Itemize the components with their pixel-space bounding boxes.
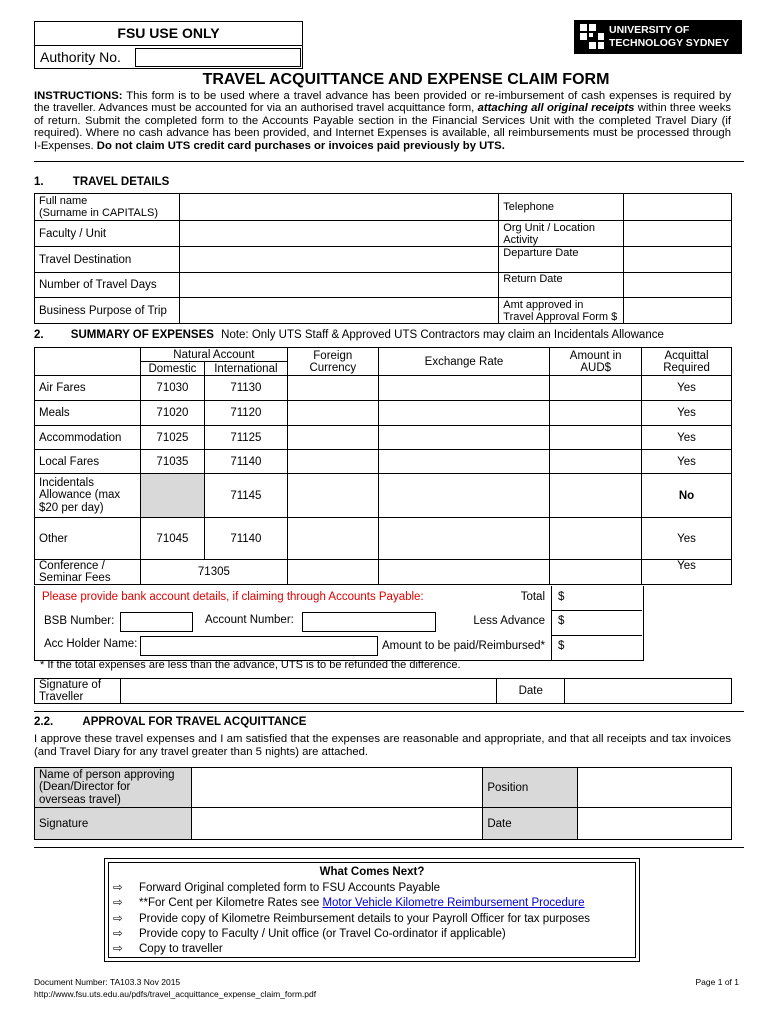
foreign-currency-input[interactable] — [287, 560, 378, 585]
purpose-input[interactable] — [179, 298, 498, 324]
amount-input[interactable] — [550, 450, 642, 474]
table-row — [35, 518, 732, 560]
account-label: Account Number: — [205, 614, 294, 626]
faculty-label: Faculty / Unit — [35, 221, 180, 247]
table-row — [35, 401, 732, 426]
return-date-label: Return Date — [499, 273, 624, 298]
instructions-bold-end: Do not claim UTS credit card purchases or invoices paid previously by UTS. — [96, 139, 505, 152]
international-code: 71130 — [204, 376, 287, 401]
next-title: What Comes Next? — [319, 866, 425, 878]
authority-label: Authority No. — [40, 49, 121, 65]
amount-input[interactable] — [550, 426, 642, 450]
section22-heading — [34, 716, 306, 728]
fsu-use-title: FSU USE ONLY — [35, 22, 302, 46]
instructions-emphasis: attaching all original receipts — [477, 102, 635, 115]
international-code: 71145 — [204, 474, 287, 518]
section2-heading — [34, 329, 664, 341]
expense-name: Meals — [35, 401, 141, 426]
natural-account-header: Natural Account — [140, 348, 287, 362]
section22-number: 2.2. — [34, 716, 54, 728]
acquittal-value: Yes — [642, 401, 732, 426]
approver-date-input[interactable] — [578, 808, 732, 840]
traveller-signature-label: Signature of Traveller — [35, 679, 121, 704]
section2-note: Note: Only UTS Staff & Approved UTS Contractors may claim an Incidentals Allowance — [221, 329, 664, 341]
full-name-label: Full name (Surname in CAPITALS) — [35, 194, 180, 221]
instructions-part2: within three weeks of return. Submit the completed form to the Accounts Payable section in the Financial Services Unit with the completed Travel Diary (if required). Where no cash advance has been provided, and Internet Expenses is available, all reimbursements must be processed through I-Expenses. — [34, 102, 731, 152]
foreign-currency-header: Foreign Currency — [287, 348, 378, 376]
refund-footnote: * If the total expenses are less than the advance, UTS is to be refunded the difference. — [40, 659, 461, 671]
expense-name: Local Fares — [35, 450, 141, 474]
total-dollar: $ — [558, 591, 565, 603]
fsu-use-box — [34, 21, 303, 69]
org-unit-input[interactable] — [624, 221, 732, 247]
expense-name: Accommodation — [35, 426, 141, 450]
approver-signature-input[interactable] — [191, 808, 482, 840]
logo-line1: UNIVERSITY OF — [609, 24, 690, 36]
arrow-icon: ⇨ — [113, 943, 123, 956]
authority-input[interactable] — [135, 48, 301, 67]
page-number: Page 1 of 1 — [695, 977, 739, 987]
amount-input[interactable] — [550, 560, 642, 585]
acquittal-value: Yes — [642, 518, 732, 560]
expense-name: Other — [35, 518, 141, 560]
international-code: 71125 — [204, 426, 287, 450]
paid-label: Amount to be paid/Reimbursed* — [381, 640, 545, 652]
section1-title: TRAVEL DETAILS — [72, 176, 170, 188]
traveller-signature-input[interactable] — [120, 679, 496, 704]
bank-note: Please provide bank account details, if claiming through Accounts Payable: — [42, 591, 424, 603]
account-input[interactable] — [302, 612, 436, 632]
expense-name: Air Fares — [35, 376, 141, 401]
bsb-input[interactable] — [120, 612, 193, 632]
org-unit-label: Org Unit / Location Activity — [499, 221, 624, 247]
foreign-currency-input[interactable] — [287, 376, 378, 401]
approver-date-label: Date — [483, 808, 578, 840]
uts-logo — [574, 20, 742, 54]
domestic-code: 71020 — [140, 401, 204, 426]
instructions-part1: This form is to be used where a travel advance has been provided or re-imbursement of cash expenses is required by the traveller. Advances must be accounted for via an authorised travel acquittance form, — [34, 90, 731, 115]
acquittal-value: Yes — [642, 426, 732, 450]
bsb-label: BSB Number: — [44, 615, 115, 627]
amt-approved-label: Amt approved in Travel Approval Form $ — [499, 298, 624, 324]
paid-dollar: $ — [558, 640, 565, 652]
acquittal-value: No — [642, 474, 732, 518]
telephone-label: Telephone — [499, 194, 624, 221]
uts-crest-icon — [579, 23, 605, 51]
foreign-currency-input[interactable] — [287, 474, 378, 518]
domestic-code: 71025 — [140, 426, 204, 450]
exchange-rate-input[interactable] — [378, 376, 550, 401]
destination-label: Travel Destination — [35, 247, 180, 273]
exchange-rate-input[interactable] — [378, 518, 550, 560]
instructions-label: INSTRUCTIONS: — [34, 90, 123, 102]
amount-input[interactable] — [550, 376, 642, 401]
table-row — [35, 450, 732, 474]
approver-signature-label: Signature — [35, 808, 192, 840]
acquittal-header: Acquittal Required — [642, 348, 732, 376]
international-code: 71140 — [204, 450, 287, 474]
amt-approved-input[interactable] — [624, 298, 732, 324]
combined-code: 71305 — [140, 560, 287, 585]
acquittal-value: Yes — [642, 450, 732, 474]
traveller-date-input[interactable] — [565, 679, 732, 704]
destination-input[interactable] — [179, 247, 498, 273]
exchange-rate-input[interactable] — [378, 450, 550, 474]
doc-number: Document Number: TA103.3 Nov 2015 — [34, 977, 181, 987]
list-item: ⇨ Copy to traveller — [113, 942, 590, 957]
approval-table — [34, 767, 732, 840]
foreign-currency-input[interactable] — [287, 450, 378, 474]
traveller-date-label: Date — [497, 679, 565, 704]
expense-name: Conference / Seminar Fees — [35, 560, 141, 585]
logo-line2: TECHNOLOGY SYDNEY — [609, 37, 729, 49]
table-row — [35, 426, 732, 450]
expense-name: Incidentals Allowance (max $20 per day) — [35, 474, 141, 518]
table-row — [35, 560, 732, 585]
full-name-input[interactable] — [179, 194, 498, 221]
approval-text: I approve these travel expenses and I am satisfied that the expenses are reasonable and appropriate, and that all receipts and tax invoices (and Travel Diary for any travel greater than 5 nights) are attached. — [34, 733, 731, 758]
section22-title: APPROVAL FOR TRAVEL ACQUITTANCE — [82, 716, 307, 728]
purpose-label: Business Purpose of Trip — [35, 298, 180, 324]
travel-days-input[interactable] — [179, 273, 498, 298]
approver-input[interactable] — [191, 768, 482, 808]
doc-url: http://www.fsu.uts.edu.au/pdfs/travel_acquittance_expense_claim_form.pdf — [34, 989, 317, 999]
section2-number: 2. — [34, 329, 44, 341]
amount-input[interactable] — [550, 518, 642, 560]
domestic-code: 71030 — [140, 376, 204, 401]
total-label: Total — [520, 591, 545, 603]
acquittal-value: Yes — [642, 560, 732, 585]
arrow-icon: ⇨ — [113, 927, 123, 940]
acquittal-value: Yes — [642, 376, 732, 401]
section1-heading — [34, 176, 169, 188]
less-advance-dollar: $ — [558, 615, 565, 627]
domestic-header: Domestic — [140, 362, 204, 376]
approver-label: Name of person approving (Dean/Director for overseas travel) — [35, 768, 192, 808]
less-advance-label: Less Advance — [473, 615, 545, 627]
section1-number: 1. — [34, 176, 44, 188]
arrow-icon: ⇨ — [113, 882, 123, 894]
exchange-rate-input[interactable] — [378, 426, 550, 450]
domestic-code: 71045 — [140, 518, 204, 560]
what-comes-next-box — [104, 858, 640, 962]
travel-days-label: Number of Travel Days — [35, 273, 180, 298]
list-item: ⇨ Provide copy to Faculty / Unit office (or Travel Co-ordinator if applicable) — [113, 927, 590, 942]
expenses-table — [34, 347, 732, 585]
exchange-rate-input[interactable] — [378, 401, 550, 426]
table-row — [35, 376, 732, 401]
international-code: 71120 — [204, 401, 287, 426]
position-label: Position — [483, 768, 578, 808]
departure-date-label: Departure Date — [499, 247, 624, 273]
arrow-icon: ⇨ — [113, 912, 123, 925]
faculty-input[interactable] — [179, 221, 498, 247]
foreign-currency-input[interactable] — [287, 426, 378, 450]
table-row — [35, 474, 732, 518]
position-input[interactable] — [578, 768, 732, 808]
exchange-rate-input[interactable] — [378, 560, 550, 585]
list-item: ⇨ Provide copy of Kilometre Reimbursement details to your Payroll Officer for tax purposes — [113, 912, 590, 927]
holder-input[interactable] — [140, 636, 378, 656]
domestic-code — [140, 474, 204, 518]
foreign-currency-input[interactable] — [287, 518, 378, 560]
section2-title: SUMMARY OF EXPENSES — [70, 329, 214, 341]
telephone-input[interactable] — [624, 194, 732, 221]
exchange-rate-header: Exchange Rate — [378, 348, 550, 376]
domestic-code: 71035 — [140, 450, 204, 474]
exchange-rate-input[interactable] — [378, 474, 550, 518]
list-item: ⇨ **For Cent per Kilometre Rates see Motor Vehicle Kilometre Reimbursement Procedure — [113, 896, 590, 911]
traveller-signature-table — [34, 678, 732, 704]
amount-input[interactable] — [550, 474, 642, 518]
form-title: TRAVEL ACQUITTANCE AND EXPENSE CLAIM FORM — [202, 71, 610, 88]
kilometre-procedure-link[interactable]: Motor Vehicle Kilometre Reimbursement Procedure — [322, 897, 585, 910]
international-code: 71140 — [204, 518, 287, 560]
international-header: International — [204, 362, 287, 376]
return-date-input[interactable] — [624, 273, 732, 298]
holder-label: Acc Holder Name: — [44, 638, 138, 650]
list-item: ⇨ Forward Original completed form to FSU Accounts Payable — [113, 881, 590, 896]
travel-details-table — [34, 193, 732, 324]
arrow-icon: ⇨ — [113, 897, 123, 910]
amount-header: Amount in AUD$ — [550, 348, 642, 376]
foreign-currency-input[interactable] — [287, 401, 378, 426]
amount-input[interactable] — [550, 401, 642, 426]
departure-date-input[interactable] — [624, 247, 732, 273]
instructions — [34, 90, 731, 152]
